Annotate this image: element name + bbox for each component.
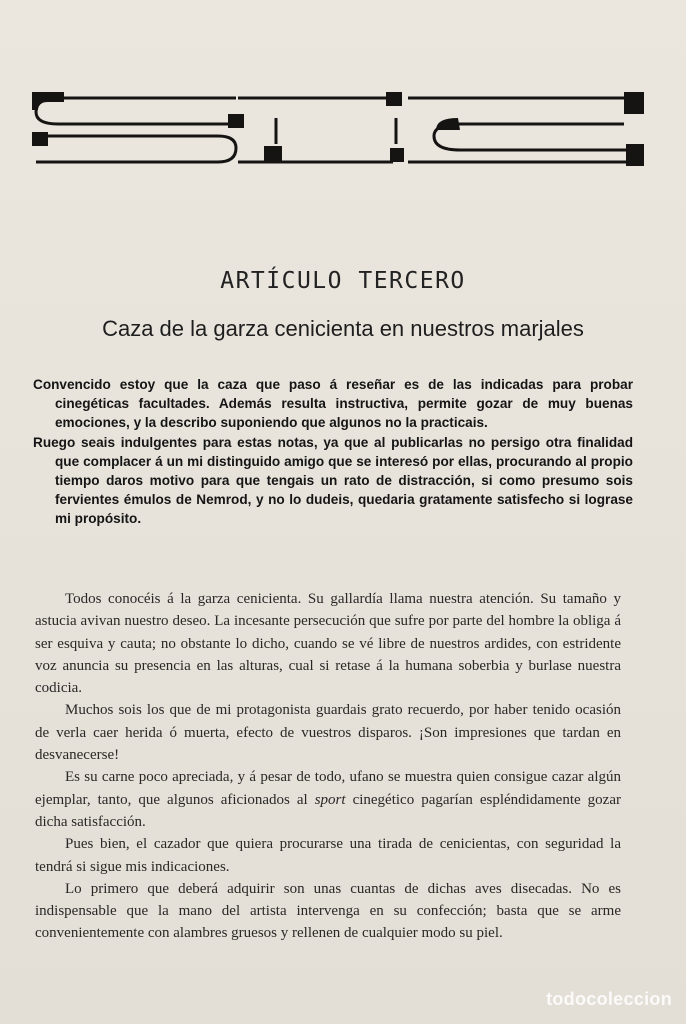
body-paragraph: Pues bien, el cazador que quiera procurarse una tirada de cenicientas, con seguridad la tendrá si sigue mis indicaciones. <box>35 836 621 875</box>
body-paragraph-sport <box>35 766 621 833</box>
intro-paragraph: Convencido estoy que la caza que paso á reseñar es de las indicadas para probar cinegéticas facultades. Además resulta instructiva, permite gozar de muy buenas emociones, y la describo suponiendo que algunos no la practicais. <box>33 377 633 431</box>
watermark-logo: todocoleccion <box>546 989 672 1009</box>
article-title: ARTÍCULO TERCERO <box>220 268 466 294</box>
article-subtitle: Caza de la garza cenicienta en nuestros marjales <box>102 316 584 341</box>
body-paragraph: Lo primero que deberá adquirir son unas cuantas de dichas aves disecadas. No es indispensable que la mano del artista intervenga en su confección; basta que se arme convenientemente con alambres gruesos y rellenen de cualquier modo su piel. <box>35 880 621 942</box>
italic-term: sport <box>314 791 346 808</box>
body-paragraph: Muchos sois los que de mi protagonista guardais grato recuerdo, por haber tenido ocasión de verla caer herida ó muerta, efecto de vuestros disparos. ¡Son impresiones que tardan en desvanecerse! <box>35 702 621 764</box>
intro-paragraph: Ruego seais indulgentes para estas notas, ya que al publicarlas no persigo otra finalidad que complacer á un mi distinguido amigo que se interesó por ellas, procurando al propio tiempo daros motivo para que tengais un rato de distracción, si como presumo sois fervientes émulos de Nemrod, y no lo dudeis, quedaria gratamente satisfecho si lograse mi propósito. <box>33 434 633 527</box>
body-section <box>35 588 621 945</box>
text-span: cinegético pagarían espléndidamente gozar dicha satisfacción. <box>35 791 621 830</box>
decorative-header-ornament <box>28 88 648 172</box>
text-span: Es su carne poco apreciada, y á pesar de todo, ufano se muestra quien consigue cazar algún ejemplar, tanto, que algunos aficionados al <box>35 769 621 808</box>
body-paragraph: Todos conocéis á la garza cenicienta. Su gallardía llama nuestra atención. Su tamaño y astucia avivan nuestro deseo. La incesante persecución que sufre por parte del hombre la obliga á ser esquiva y cauta; no obstante lo dicho, cuando se vé libre de nuestros ardides, con estridente voz anuncia su presencia en las alturas, cual si retase á la humana soberbia y burlase nuestra codicia. <box>35 591 621 697</box>
intro-section <box>33 375 633 529</box>
